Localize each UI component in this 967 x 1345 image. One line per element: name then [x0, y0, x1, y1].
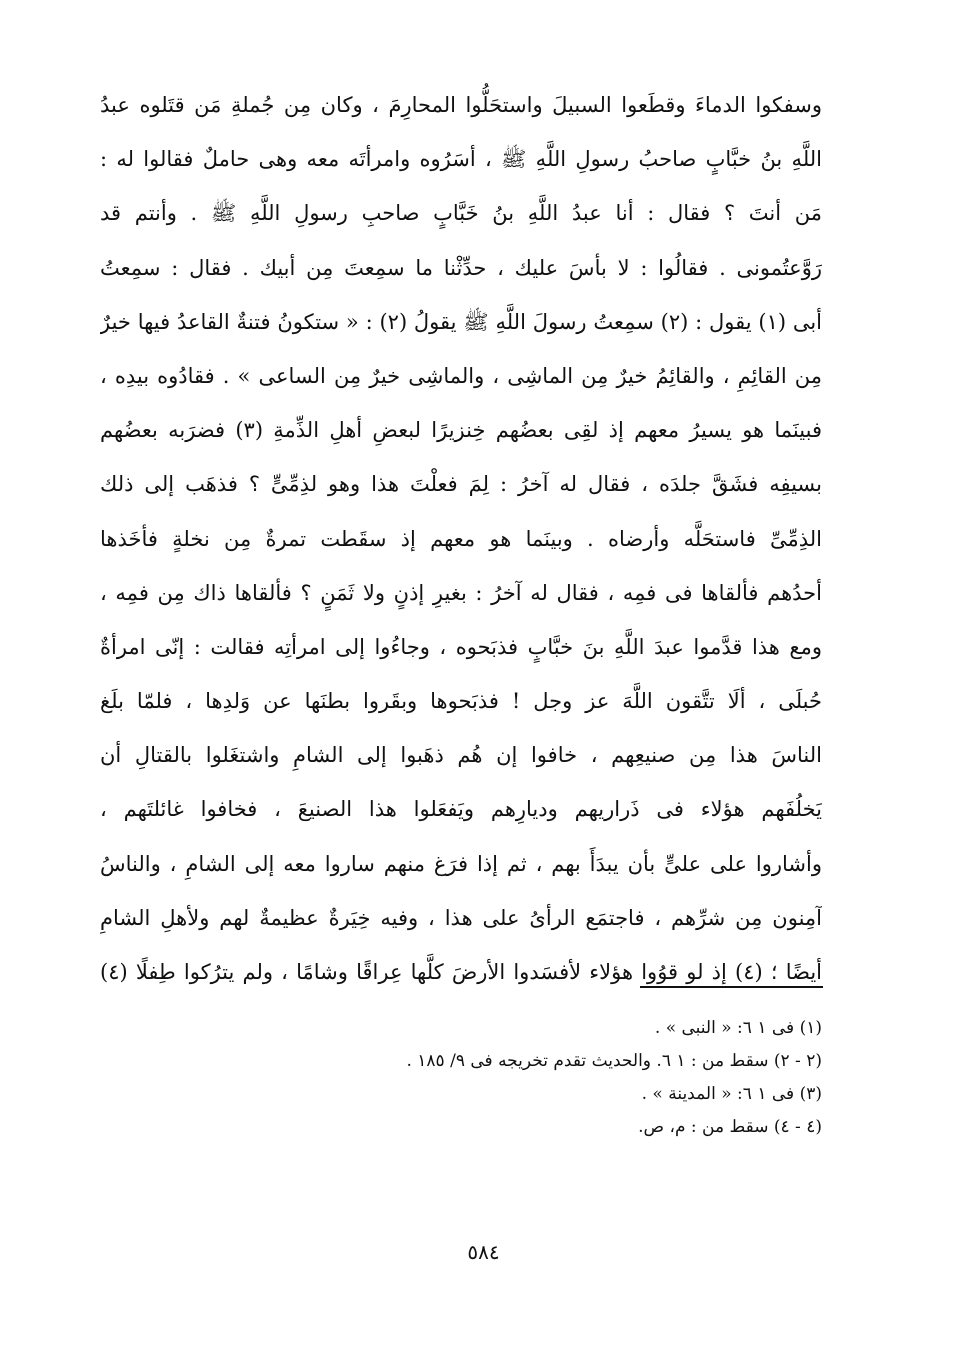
footnote: (٢ - ٢) سقط من : ١ ٦. والحديث تقدم تخريجه فى ٩/ ١٨٥ .	[406, 1051, 822, 1071]
text-line: الذِمِّىِّ فاستحَلَّه وأرضاه . وبينَما هو معهم إذ سقَطت تمرةٌ مِن نخلةٍ فأخَذها	[100, 526, 822, 551]
text-line: بسيفِه فشَقَّ جلدَه ، فقال له آخرُ : لِمَ فعلْتَ هذا وهو لذِمِّىٍّ ؟ فذهَب إلى ذلك	[100, 472, 822, 497]
text-line: مِن القائِمِ ، والقائِمُ خيرٌ مِن الماشِى ، والماشِى خيرٌ مِن الساعى » . فقادُوه بيدِه ،	[100, 363, 822, 388]
main-text	[100, 78, 822, 999]
footnotes	[200, 1012, 822, 1144]
footnote-separator	[640, 986, 823, 988]
text-line: آمِنون مِن شرِّهم ، فاجتمَع الرأىُ على هذا ، وفيه خِيَرةٌ عظيمةٌ لهم ولأهلِ الشامِ	[100, 905, 822, 930]
text-line: يَخلُفَهم هؤلاء فى ذَراريهم وديارِهم ويَفعَلوا هذا الصنيعَ ، فخافوا غائلتَهم ،	[100, 797, 822, 822]
text-line: وأشاروا على علىٍّ بأن يبدَأَ بهم ، ثم إذا فرَغ منهم ساروا معه إلى الشامِ ، والناسُ	[100, 851, 822, 876]
text-line: وسفكوا الدماءَ وقطَعوا السبيلَ واستحَلُّوا المحارِمَ ، وكان مِن جُملةِ مَن قتَلوه عبدُ	[100, 93, 822, 117]
text-line: مَن أنتَ ؟ فقال : أنا عبدُ اللَّهِ بنُ خَبَّابٍ صاحبِ رسولِ اللَّهِ ﷺ . وأنتم قد	[100, 201, 822, 226]
text-line: أيضًا ؛ (٤) إذ لو قوُوا هؤلاء لأفسَدوا الأرضَ كلَّها عِراقًا وشامًا ، ولم يترُكوا طِفلًا (٤)	[100, 960, 822, 984]
text-line: اللَّهِ بنُ خبَّابٍ صاحبُ رسولِ اللَّهِ ﷺ ، أسَرُوه وامرأتَه معه وهى حاملٌ فقالوا له :	[100, 147, 822, 172]
text-line: الناسَ هذا مِن صنيعِهم ، خافوا إن هُم ذهَبوا إلى الشامِ واشتغَلوا بالقتالِ أن	[100, 743, 822, 768]
text-line: ومع هذا قدَّموا عبدَ اللَّهِ بنَ خبَّابٍ فذبَحوه ، وجاءُوا إلى امرأتِه فقالت : إنّى امرأةٌ	[100, 634, 822, 659]
text-line: رَوَّعتُمونى . فقالُوا : لا بأسَ عليك ، حدِّثْنا ما سمِعتَ مِن أبيك . فقال : سمِعتُ	[100, 255, 822, 280]
footnote: (١) فى ١ ٦: « النبى » .	[654, 1018, 822, 1038]
text-line: أبى (١) يقول : (٢) سمِعتُ رسولَ اللَّهِ ﷺ يقولُ (٢) : « ستكونُ فتنةٌ القاعدُ فيها خيرٌ	[100, 309, 822, 334]
text-line: حُبلَى ، ألَا تتَّقون اللَّهَ عز وجل ! فذبَحوها وبقَروا بطنَها عن وَلدِها ، فلمّا بلَغ	[100, 689, 822, 714]
footnote: (٤ - ٤) سقط من : م، ص.	[638, 1117, 822, 1137]
footnote: (٣) فى ١ ٦: « المدينة » .	[641, 1084, 822, 1104]
text-line: فبينَما هو يسيرُ معهم إذ لقِى بعضُهم خِنزيرًا لبعضِ أهلِ الذِّمةِ (٣) فضرَبه بعضُهم	[100, 418, 822, 443]
page-number: ٥٨٤	[467, 1240, 500, 1264]
text-line: أحدُهم فألقاها فى فمِه ، فقال له آخرُ : بغيرِ إذنٍ ولا ثَمَنٍ ؟ فألقاها ذاك مِن فمِه ،	[100, 580, 822, 605]
